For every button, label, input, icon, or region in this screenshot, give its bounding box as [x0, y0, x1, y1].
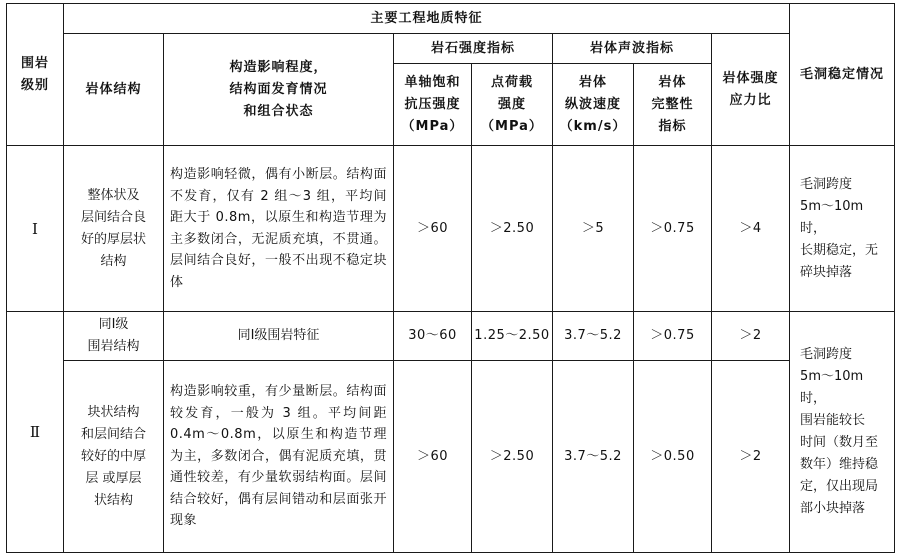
structure-cell: 整体状及 层间结合良 好的厚层状 结构 — [64, 146, 164, 312]
integrity-cell: ＞0.75 — [634, 312, 712, 361]
header-point-load: 点荷载 强度 （MPa） — [472, 64, 553, 146]
surrounding-rock-classification-table — [6, 3, 895, 553]
point-load-cell: ＞2.50 — [472, 361, 553, 553]
header-main-features: 主要工程地质特征 — [64, 4, 790, 34]
structure-cell: 同Ⅰ级 围岩结构 — [64, 312, 164, 361]
point-load-cell: 1.25～2.50 — [472, 312, 553, 361]
ucs-cell: ＞60 — [394, 146, 472, 312]
header-grade: 围岩 级别 — [7, 4, 64, 146]
header-vp: 岩体 纵波速度 （km/s） — [553, 64, 634, 146]
stress-ratio-cell: ＞4 — [712, 146, 790, 312]
header-integrity: 岩体 完整性 指标 — [634, 64, 712, 146]
stress-ratio-cell: ＞2 — [712, 361, 790, 553]
point-load-cell: ＞2.50 — [472, 146, 553, 312]
header-ucs: 单轴饱和 抗压强度 （MPa） — [394, 64, 472, 146]
integrity-cell: ＞0.75 — [634, 146, 712, 312]
stress-ratio-cell: ＞2 — [712, 312, 790, 361]
ucs-cell: ＞60 — [394, 361, 472, 553]
header-sonic: 岩体声波指标 — [553, 34, 712, 64]
integrity-cell: ＞0.50 — [634, 361, 712, 553]
vp-cell: ＞5 — [553, 146, 634, 312]
header-stability: 毛洞稳定情况 — [790, 4, 895, 146]
table-row — [7, 312, 895, 361]
stability-cell: 毛洞跨度 5m～10m 时， 围岩能较长 时间（数月至 数年）维持稳 定，仅出现局 部小块掉落 — [790, 312, 895, 553]
stability-cell: 毛洞跨度 5m～10m 时， 长期稳定，无 碎块掉落 — [790, 146, 895, 312]
tectonic-cell: 构造影响较重，有少量断层。结构面较发育，一般为 3 组。平均间距 0.4m～0.8m，以原生和构造节理为主，多数闭合，偶有泥质充填，贯通性较差，有少量软弱结构面。层间结合较好，偶有层间错动和层面张开现象 — [164, 361, 394, 553]
tectonic-cell: 构造影响轻微，偶有小断层。结构面不发育，仅有 2 组～3 组，平均间距大于 0.8m，以原生和构造节理为主多数闭合，无泥质充填，不贯通。层间结合良好，一般不出现不稳定块体 — [164, 146, 394, 312]
grade-cell: Ⅱ — [7, 312, 64, 553]
header-rock-strength: 岩石强度指标 — [394, 34, 553, 64]
header-rock-structure: 岩体结构 — [64, 34, 164, 146]
vp-cell: 3.7～5.2 — [553, 312, 634, 361]
header-row-1 — [7, 4, 895, 34]
tectonic-cell: 同Ⅰ级围岩特征 — [164, 312, 394, 361]
vp-cell: 3.7～5.2 — [553, 361, 634, 553]
header-row-2 — [7, 34, 895, 64]
header-stress-ratio: 岩体强度 应力比 — [712, 34, 790, 146]
ucs-cell: 30～60 — [394, 312, 472, 361]
header-tectonic: 构造影响程度， 结构面发育情况 和组合状态 — [164, 34, 394, 146]
table-row — [7, 146, 895, 312]
grade-cell: Ⅰ — [7, 146, 64, 312]
structure-cell: 块状结构 和层间结合 较好的中厚 层 或厚层 状结构 — [64, 361, 164, 553]
table-row — [7, 361, 895, 553]
